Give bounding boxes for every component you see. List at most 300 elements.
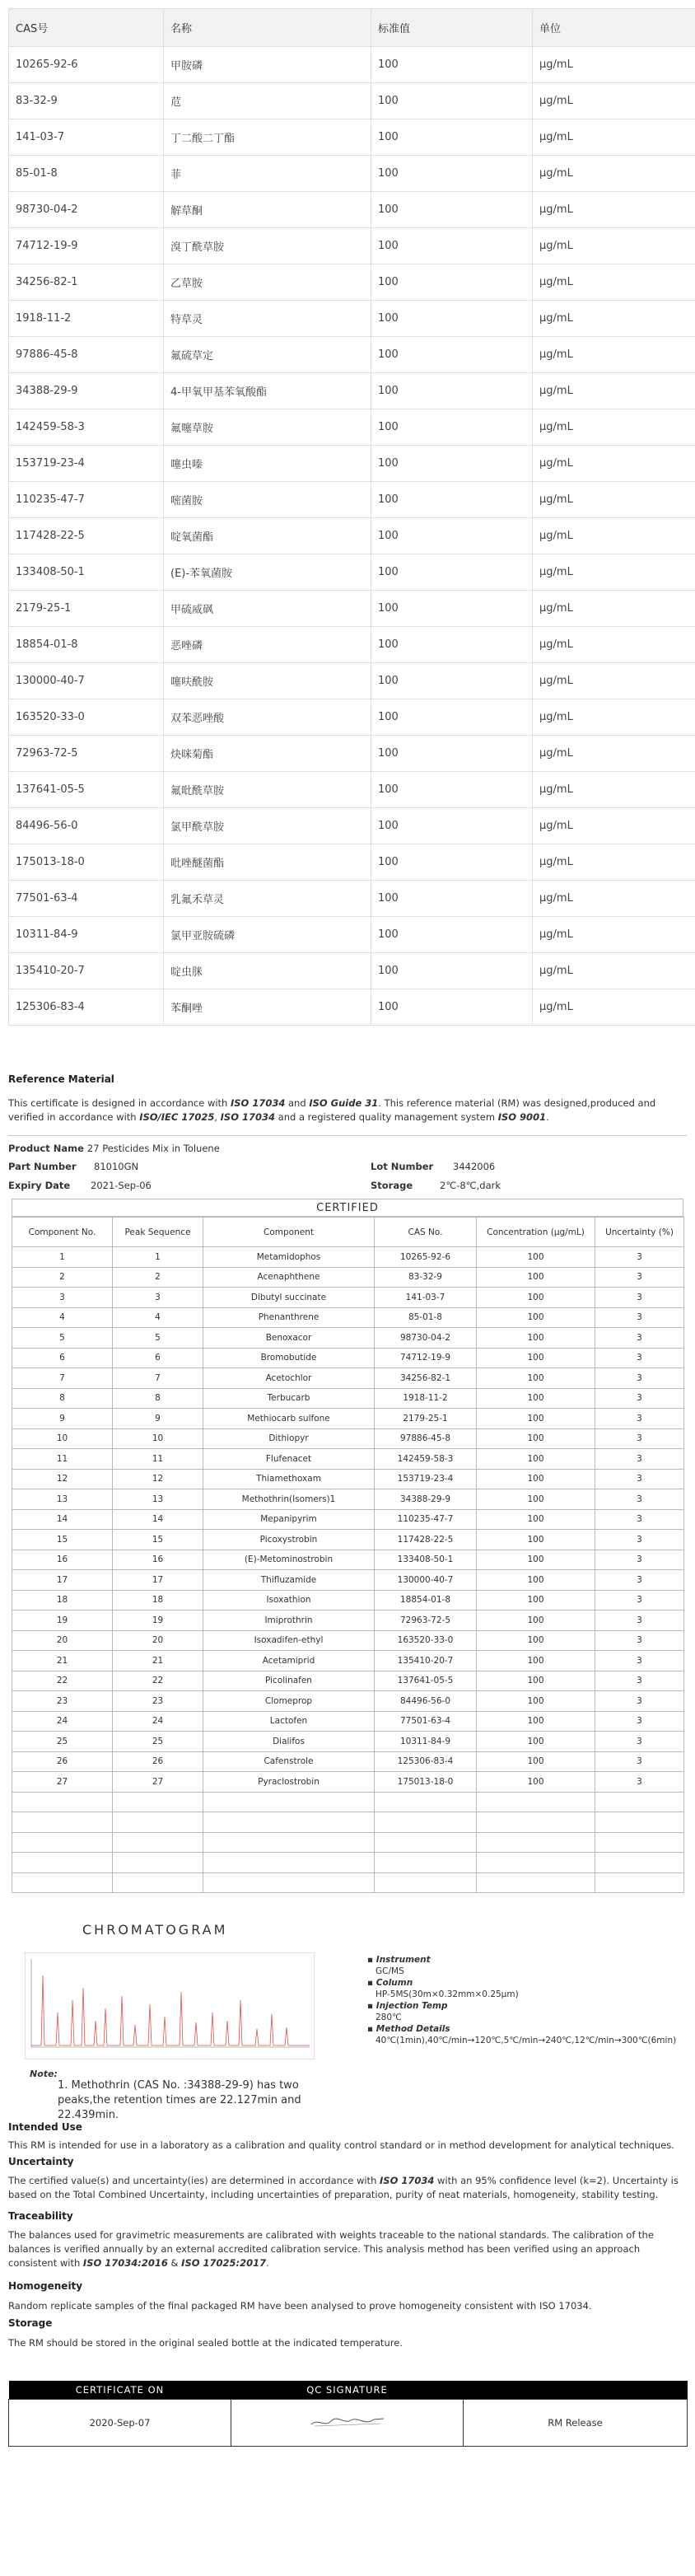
cas-cell: 85-01-8 <box>9 156 164 192</box>
table-row <box>9 953 695 989</box>
component-cell: (E)-Metominostrobin <box>203 1550 375 1570</box>
detail-value: 280℃ <box>375 2013 402 2022</box>
uncertainty-cell: 3 <box>595 1590 684 1611</box>
standard-cell: 100 <box>371 989 533 1026</box>
unit-cell: μg/mL <box>533 373 695 409</box>
lot-number-row <box>371 1161 495 1172</box>
table-row <box>9 736 695 772</box>
unit-cell: μg/mL <box>533 409 695 446</box>
uncertainty-cell: 3 <box>595 1751 684 1772</box>
uncertainty-text-2: with an 95% confidence level (k=2). Uncertainty is based on the Total Combined Uncertainty, including uncertainties of preparation, purity of neat materials, homogeneity, stability testing. <box>8 2175 679 2200</box>
cas-cell: 135410-20-7 <box>9 953 164 989</box>
name-cell: 炔咪菊酯 <box>164 736 371 772</box>
standard-cell: 100 <box>371 83 533 119</box>
component-no-cell: 17 <box>12 1570 113 1591</box>
table-row <box>9 119 695 156</box>
lot-number-value: 3442006 <box>453 1161 496 1172</box>
chromatogram-plot <box>25 1952 315 2059</box>
header-name: 名称 <box>164 9 371 47</box>
certified-row <box>12 1449 684 1470</box>
component-no-cell: 1 <box>12 1247 113 1268</box>
unit-cell: μg/mL <box>533 228 695 264</box>
reference-text-3: and a registered quality management system <box>275 1111 498 1123</box>
concentration-cell: 100 <box>477 1590 595 1611</box>
cas-cell: 18854-01-8 <box>9 627 164 663</box>
certified-empty-row <box>12 1832 684 1853</box>
peak-sequence-cell: 21 <box>113 1651 203 1671</box>
cas-no-cell: 163520-33-0 <box>375 1630 477 1651</box>
cas-no-cell: 77501-63-4 <box>375 1711 477 1732</box>
uncertainty-cell: 3 <box>595 1428 684 1449</box>
uncertainty-cell: 3 <box>595 1530 684 1550</box>
peak-sequence-cell: 3 <box>113 1288 203 1308</box>
uncertainty-cell: 3 <box>595 1570 684 1591</box>
cas-no-cell: 125306-83-4 <box>375 1751 477 1772</box>
unit-cell: μg/mL <box>533 663 695 699</box>
cas-cell: 10311-84-9 <box>9 917 164 953</box>
certified-row <box>12 1428 684 1449</box>
name-cell: 4-甲氧甲基苯氧酸酯 <box>164 373 371 409</box>
unit-cell: μg/mL <box>533 989 695 1026</box>
component-cell: Picoxystrobin <box>203 1530 375 1550</box>
certified-row <box>12 1590 684 1611</box>
concentration-cell: 100 <box>477 1550 595 1570</box>
standard-cell: 100 <box>371 808 533 844</box>
std-iso17034-2: ISO 17034 <box>220 1111 276 1123</box>
uncertainty-cell: 3 <box>595 1550 684 1570</box>
storage-row <box>371 1180 501 1191</box>
cas-no-cell: 72963-72-5 <box>375 1611 477 1631</box>
storage-value: 2℃-8℃,dark <box>440 1180 501 1191</box>
peak-sequence-cell: 10 <box>113 1428 203 1449</box>
std-iso9001: ISO 9001 <box>497 1111 547 1123</box>
cas-no-cell: 137641-05-5 <box>375 1671 477 1691</box>
cas-cell: 1918-11-2 <box>9 301 164 337</box>
cas-cell: 117428-22-5 <box>9 518 164 554</box>
cas-cell: 34388-29-9 <box>9 373 164 409</box>
cas-no-cell: 142459-58-3 <box>375 1449 477 1470</box>
certified-body <box>12 1247 684 1893</box>
certified-row <box>12 1368 684 1389</box>
reference-text <box>8 1096 687 1124</box>
empty-cell <box>113 1853 203 1873</box>
standard-cell: 100 <box>371 47 533 83</box>
empty-cell <box>595 1792 684 1812</box>
cas-no-cell: 2179-25-1 <box>375 1409 477 1429</box>
cas-cell: 110235-47-7 <box>9 482 164 518</box>
empty-cell <box>113 1872 203 1893</box>
empty-cell <box>203 1832 375 1853</box>
name-cell: 菲 <box>164 156 371 192</box>
peak-sequence-cell: 13 <box>113 1489 203 1510</box>
std-iso-iec17025: ISO/IEC 17025 <box>139 1111 215 1123</box>
traceability-std1: ISO 17034:2016 <box>82 2257 168 2269</box>
cas-cell: 2179-25-1 <box>9 591 164 627</box>
uncertainty-cell: 3 <box>595 1772 684 1793</box>
name-cell: 解草酮 <box>164 192 371 228</box>
empty-cell <box>375 1792 477 1812</box>
peak-sequence-cell: 14 <box>113 1509 203 1530</box>
empty-cell <box>113 1832 203 1853</box>
component-cell: Dialifos <box>203 1732 375 1752</box>
component-no-cell: 7 <box>12 1368 113 1389</box>
expiry-value: 2021-Sep-06 <box>91 1180 152 1191</box>
cas-no-cell: 85-01-8 <box>375 1307 477 1328</box>
component-cell: Cafenstrole <box>203 1751 375 1772</box>
table-row <box>9 264 695 301</box>
name-cell: 甲胺磷 <box>164 47 371 83</box>
header-peak-sequence: Peak Sequence <box>113 1218 203 1247</box>
component-no-cell: 16 <box>12 1550 113 1570</box>
name-cell: 特草灵 <box>164 301 371 337</box>
component-cell: Isoxadifen-ethyl <box>203 1630 375 1651</box>
component-no-cell: 12 <box>12 1469 113 1489</box>
peak-sequence-cell: 6 <box>113 1348 203 1368</box>
signature-header-blank <box>464 2381 688 2400</box>
empty-cell <box>12 1792 113 1812</box>
table-row <box>9 663 695 699</box>
signature-table <box>8 2381 688 2447</box>
component-cell: Imiprothrin <box>203 1611 375 1631</box>
name-cell: 恶唑磷 <box>164 627 371 663</box>
certified-row <box>12 1247 684 1268</box>
handwritten-signature <box>306 2413 389 2431</box>
concentration-cell: 100 <box>477 1751 595 1772</box>
header-concentration: Concentration (μg/mL) <box>477 1218 595 1247</box>
header-cas: CAS号 <box>9 9 164 47</box>
empty-cell <box>12 1812 113 1833</box>
peak-sequence-cell: 4 <box>113 1307 203 1328</box>
reference-and: and <box>285 1097 310 1109</box>
standard-cell: 100 <box>371 663 533 699</box>
traceability-title: Traceability <box>8 2210 73 2222</box>
name-cell: (E)-苯氧菌胺 <box>164 554 371 591</box>
standard-cell: 100 <box>371 119 533 156</box>
cas-cell: 83-32-9 <box>9 83 164 119</box>
homogeneity-text: Random replicate samples of the final packaged RM have been analysed to prove homogeneity consistent with ISO 17034. <box>8 2300 592 2312</box>
unit-cell: μg/mL <box>533 156 695 192</box>
table-row <box>9 699 695 736</box>
component-cell: Metamidophos <box>203 1247 375 1268</box>
component-cell: Mepanipyrim <box>203 1509 375 1530</box>
cas-cell: 125306-83-4 <box>9 989 164 1026</box>
uncertainty-cell: 3 <box>595 1489 684 1510</box>
component-no-cell: 6 <box>12 1348 113 1368</box>
concentration-cell: 100 <box>477 1691 595 1712</box>
empty-cell <box>12 1853 113 1873</box>
component-cell: Clomeprop <box>203 1691 375 1712</box>
standard-cell: 100 <box>371 482 533 518</box>
concentration-cell: 100 <box>477 1630 595 1651</box>
uncertainty-cell: 3 <box>595 1449 684 1470</box>
standard-cell: 100 <box>371 772 533 808</box>
cas-no-cell: 18854-01-8 <box>375 1590 477 1611</box>
cas-no-cell: 141-03-7 <box>375 1288 477 1308</box>
note-label: Note: <box>30 2069 58 2079</box>
lot-number-label: Lot Number <box>371 1161 434 1172</box>
cas-no-cell: 135410-20-7 <box>375 1651 477 1671</box>
peak-sequence-cell: 9 <box>113 1409 203 1429</box>
peak-sequence-cell: 5 <box>113 1328 203 1349</box>
concentration-cell: 100 <box>477 1651 595 1671</box>
name-cell: 氟噻草胺 <box>164 409 371 446</box>
uncertainty-cell: 3 <box>595 1267 684 1288</box>
reference-sep: , <box>214 1111 221 1123</box>
name-cell: 乙草胺 <box>164 264 371 301</box>
table-row <box>9 192 695 228</box>
name-cell: 苯酮唑 <box>164 989 371 1026</box>
certified-row <box>12 1288 684 1308</box>
unit-cell: μg/mL <box>533 301 695 337</box>
cas-no-cell: 83-32-9 <box>375 1267 477 1288</box>
unit-cell: μg/mL <box>533 446 695 482</box>
uncertainty-cell: 3 <box>595 1611 684 1631</box>
table-row <box>9 917 695 953</box>
detail-value: HP-5MS(30m×0.32mm×0.25μm) <box>375 1989 519 1999</box>
product-name-label: Product Name <box>8 1143 84 1154</box>
table-row <box>9 844 695 881</box>
table-row <box>9 228 695 264</box>
component-cell: Dithiopyr <box>203 1428 375 1449</box>
cas-cell: 77501-63-4 <box>9 881 164 917</box>
uncertainty-cell: 3 <box>595 1328 684 1349</box>
certified-row <box>12 1489 684 1510</box>
empty-cell <box>595 1832 684 1853</box>
concentration-cell: 100 <box>477 1368 595 1389</box>
header-unit: 单位 <box>533 9 695 47</box>
component-no-cell: 4 <box>12 1307 113 1328</box>
peak-sequence-cell: 20 <box>113 1630 203 1651</box>
unit-cell: μg/mL <box>533 192 695 228</box>
empty-cell <box>113 1812 203 1833</box>
product-table-header <box>9 9 695 47</box>
cas-no-cell: 110235-47-7 <box>375 1509 477 1530</box>
component-cell: Benoxacor <box>203 1328 375 1349</box>
component-no-cell: 14 <box>12 1509 113 1530</box>
method-details <box>367 1954 688 2046</box>
component-no-cell: 5 <box>12 1328 113 1349</box>
cas-cell: 137641-05-5 <box>9 772 164 808</box>
component-cell: Methothrin(Isomers)1 <box>203 1489 375 1510</box>
header-component-no: Component No. <box>12 1218 113 1247</box>
cas-no-cell: 34256-82-1 <box>375 1368 477 1389</box>
storage-title: Storage <box>8 2317 53 2329</box>
storage-label: Storage <box>371 1180 413 1191</box>
certified-row <box>12 1328 684 1349</box>
concentration-cell: 100 <box>477 1409 595 1429</box>
header-component: Component <box>203 1218 375 1247</box>
cas-cell: 74712-19-9 <box>9 228 164 264</box>
cas-no-cell: 133408-50-1 <box>375 1550 477 1570</box>
unit-cell: μg/mL <box>533 591 695 627</box>
certified-row <box>12 1267 684 1288</box>
concentration-cell: 100 <box>477 1469 595 1489</box>
standard-cell: 100 <box>371 917 533 953</box>
intended-use-text: This RM is intended for use in a laboratory as a calibration and quality control standard or in method development for analytical techniques. <box>8 2139 674 2151</box>
certificate-on-header: CERTIFICATE ON <box>9 2381 231 2400</box>
standard-cell: 100 <box>371 446 533 482</box>
standard-cell: 100 <box>371 591 533 627</box>
empty-cell <box>203 1872 375 1893</box>
certified-row <box>12 1651 684 1671</box>
concentration-cell: 100 <box>477 1348 595 1368</box>
uncertainty-cell: 3 <box>595 1388 684 1409</box>
unit-cell: μg/mL <box>533 518 695 554</box>
component-no-cell: 24 <box>12 1711 113 1732</box>
name-cell: 噻呋酰胺 <box>164 663 371 699</box>
uncertainty-cell: 3 <box>595 1348 684 1368</box>
peak-sequence-cell: 18 <box>113 1590 203 1611</box>
signature-header <box>9 2381 688 2400</box>
peak-sequence-cell: 15 <box>113 1530 203 1550</box>
name-cell: 噻虫嗪 <box>164 446 371 482</box>
component-no-cell: 27 <box>12 1772 113 1793</box>
certified-empty-row <box>12 1853 684 1873</box>
component-cell: Acetochlor <box>203 1368 375 1389</box>
unit-cell: μg/mL <box>533 482 695 518</box>
detail-label: ▪ Column <box>367 1977 688 1989</box>
signature-row <box>9 2400 688 2447</box>
empty-cell <box>113 1792 203 1812</box>
product-name-value: 27 Pesticides Mix in Toluene <box>86 1143 220 1154</box>
unit-cell: μg/mL <box>533 844 695 881</box>
cas-cell: 130000-40-7 <box>9 663 164 699</box>
table-row <box>9 881 695 917</box>
uncertainty-cell: 3 <box>595 1469 684 1489</box>
name-cell: 啶虫脒 <box>164 953 371 989</box>
header-uncertainty: Uncertainty (%) <box>595 1218 684 1247</box>
empty-cell <box>477 1872 595 1893</box>
chromatogram-svg <box>25 1952 315 2059</box>
qc-signature-header: QC SIGNATURE <box>231 2381 464 2400</box>
standard-cell: 100 <box>371 736 533 772</box>
product-table-body <box>9 47 695 1026</box>
empty-cell <box>375 1812 477 1833</box>
peak-sequence-cell: 1 <box>113 1247 203 1268</box>
peak-sequence-cell: 26 <box>113 1751 203 1772</box>
component-cell: Isoxathion <box>203 1590 375 1611</box>
unit-cell: μg/mL <box>533 47 695 83</box>
cas-cell: 97886-45-8 <box>9 337 164 373</box>
cas-cell: 141-03-7 <box>9 119 164 156</box>
traceability-text <box>8 2228 687 2270</box>
standard-cell: 100 <box>371 881 533 917</box>
uncertainty-cell: 3 <box>595 1671 684 1691</box>
peak-sequence-cell: 12 <box>113 1469 203 1489</box>
cas-cell: 10265-92-6 <box>9 47 164 83</box>
unit-cell: μg/mL <box>533 83 695 119</box>
certified-row <box>12 1611 684 1631</box>
concentration-cell: 100 <box>477 1711 595 1732</box>
cas-cell: 142459-58-3 <box>9 409 164 446</box>
note-text: 1. Methothrin (CAS No. :34388-29-9) has two peaks,the retention times are 22.127min and 22.439min. <box>58 2079 301 2121</box>
storage-text: The RM should be stored in the original sealed bottle at the indicated temperature. <box>8 2337 403 2349</box>
uncertainty-cell: 3 <box>595 1630 684 1651</box>
cas-no-cell: 98730-04-2 <box>375 1328 477 1349</box>
expiry-label: Expiry Date <box>8 1180 71 1191</box>
name-cell: 氯甲亚胺硫磷 <box>164 917 371 953</box>
certified-row <box>12 1751 684 1772</box>
uncertainty-cell: 3 <box>595 1368 684 1389</box>
table-row <box>9 554 695 591</box>
uncertainty-cell: 3 <box>595 1288 684 1308</box>
standard-cell: 100 <box>371 264 533 301</box>
component-no-cell: 20 <box>12 1630 113 1651</box>
certified-row <box>12 1550 684 1570</box>
peak-sequence-cell: 25 <box>113 1732 203 1752</box>
signature-cell <box>231 2400 464 2447</box>
table-row <box>9 47 695 83</box>
unit-cell: μg/mL <box>533 736 695 772</box>
unit-cell: μg/mL <box>533 953 695 989</box>
unit-cell: μg/mL <box>533 808 695 844</box>
table-row <box>9 373 695 409</box>
component-no-cell: 23 <box>12 1691 113 1712</box>
empty-cell <box>203 1853 375 1873</box>
component-cell: Dibutyl succinate <box>203 1288 375 1308</box>
table-row <box>9 772 695 808</box>
component-cell: Lactofen <box>203 1711 375 1732</box>
traceability-text-1: The balances used for gravimetric measurements are calibrated with weights traceable to the national standards. The calibration of the balances is verified annually by an external accredited calibration service. This analysis method has been verified using an approach consistent with <box>8 2229 654 2269</box>
certified-row <box>12 1509 684 1530</box>
standard-cell: 100 <box>371 337 533 373</box>
uncertainty-text-1: The certified value(s) and uncertainty(ies) are determined in accordance with <box>8 2175 380 2186</box>
table-row <box>9 808 695 844</box>
concentration-cell: 100 <box>477 1247 595 1268</box>
uncertainty-title: Uncertainty <box>8 2156 74 2167</box>
empty-cell <box>477 1853 595 1873</box>
chromatogram-title: CHROMATOGRAM <box>82 1922 228 1938</box>
concentration-cell: 100 <box>477 1449 595 1470</box>
header-standard: 标准值 <box>371 9 533 47</box>
standard-cell: 100 <box>371 627 533 663</box>
component-no-cell: 18 <box>12 1590 113 1611</box>
component-cell: Terbucarb <box>203 1388 375 1409</box>
table-row <box>9 337 695 373</box>
component-cell: Pyraclostrobin <box>203 1772 375 1793</box>
component-no-cell: 10 <box>12 1428 113 1449</box>
component-no-cell: 9 <box>12 1409 113 1429</box>
certified-row <box>12 1469 684 1489</box>
plot-frame <box>25 1952 315 2059</box>
certified-title: CERTIFIED <box>12 1199 683 1217</box>
empty-cell <box>595 1872 684 1893</box>
empty-cell <box>477 1832 595 1853</box>
standard-cell: 100 <box>371 301 533 337</box>
unit-cell: μg/mL <box>533 772 695 808</box>
table-row <box>9 989 695 1026</box>
table-row <box>9 83 695 119</box>
certified-row <box>12 1409 684 1429</box>
empty-cell <box>595 1812 684 1833</box>
uncertainty-std: ISO 17034 <box>380 2175 435 2186</box>
std-iso17034: ISO 17034 <box>231 1097 286 1109</box>
product-table <box>8 8 695 1026</box>
component-cell: Flufenacet <box>203 1449 375 1470</box>
component-no-cell: 22 <box>12 1671 113 1691</box>
concentration-cell: 100 <box>477 1611 595 1631</box>
cas-cell: 84496-56-0 <box>9 808 164 844</box>
table-row <box>9 409 695 446</box>
unit-cell: μg/mL <box>533 627 695 663</box>
peak-sequence-cell: 22 <box>113 1671 203 1691</box>
name-cell: 啶氧菌酯 <box>164 518 371 554</box>
part-number-row <box>8 1161 138 1172</box>
peak-sequence-cell: 23 <box>113 1691 203 1712</box>
standard-cell: 100 <box>371 953 533 989</box>
component-no-cell: 13 <box>12 1489 113 1510</box>
name-cell: 吡唑醚菌酯 <box>164 844 371 881</box>
